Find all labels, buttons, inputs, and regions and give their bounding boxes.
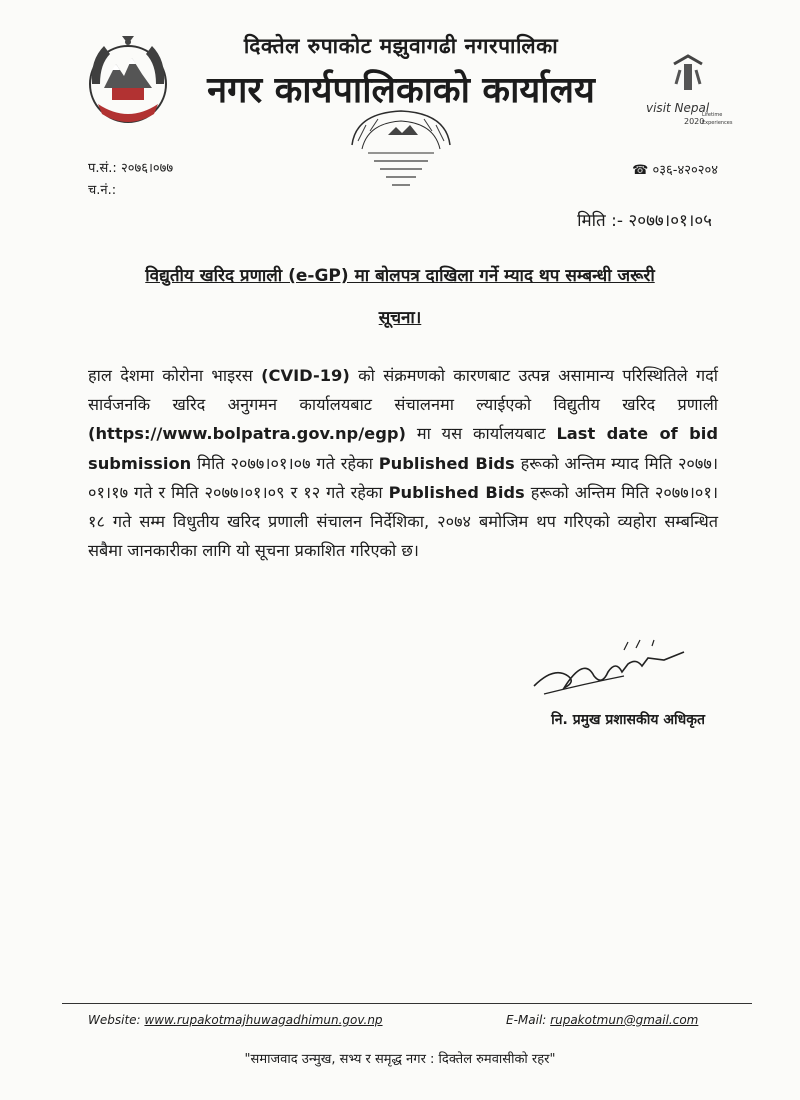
website-label: Website: [88, 1013, 141, 1027]
egp-url: (https://www.bolpatra.gov.np/egp) [88, 424, 406, 444]
svg-text:visit Nepal: visit Nepal [646, 101, 710, 115]
svg-text:Experiences: Experiences [702, 120, 733, 126]
office-title: नगर कार्यपालिकाको कार्यालय [207, 70, 595, 111]
handwritten-signature [524, 636, 694, 706]
published-bids-label: Published Bids [378, 453, 515, 473]
notice-body: हाल देशमा कोरोना भाइरस (CVID-19) को संक्रमणको कारणबाट उत्पन्न असामान्य परिस्थितिले गर्दा सार्वजनकि खरिद अनुगमन कार्यालयबाट संचालनमा ल्याईएको विद्युतीय खरिद प्रणाली (https://www.bolpatra.gov.np/egp) मा यस कार्यालयबाट Last date of bid submission मिति २०७७।०१।०७ गते रहेका Published Bids हरूको अन्तिम म्याद मिति २०७७।०१।१७ गते र मिति २०७७।०१।०९ र १२ गते रहेका Published Bids हरूको अन्तिम मिति २०७७।०१।१८ गते सम्म विधुतीय खरिद प्रणाली संचालन निर्देशिका, २०७४ बमोजिम थप गरिएको व्यहोरा सम्बन्धित सबैमा जानकारीका लागि यो सूचना प्रकाशित गरिएको छ। [88, 366, 719, 561]
municipality-name: दिक्तेल रुपाकोट मझुवागढी नगरपालिका [243, 34, 559, 58]
notice-subject-line-1: विद्युतीय खरिद प्रणाली (e-GP) मा बोलपत्र दाखिला गर्ने म्याद थप सम्बन्धी जरूरी [145, 266, 655, 286]
visit-nepal-2020-logo [644, 50, 733, 130]
email-label: E-Mail: [506, 1013, 547, 1027]
email-link[interactable]: rupakotmun@gmail.com [550, 1013, 699, 1027]
footer-website [88, 1013, 383, 1027]
signatory-title: नि. प्रमुख प्रशासकीय अधिकृत [551, 712, 705, 728]
last-date-label: Last date of bid submission [88, 424, 718, 473]
reference-number: प.सं.: २०७६।०७७ [88, 161, 174, 176]
phone-number-block [632, 160, 718, 178]
municipality-motto: "समाजवाद उन्मुख, सभ्य र समृद्ध नगर : दिक्तेल रुमवासीको रहर" [244, 1052, 556, 1067]
svg-text:Lifetime: Lifetime [702, 112, 723, 118]
notice-date: मिति :- २०७७।०१।०५ [577, 211, 712, 231]
notice-subject-line-2: सूचना। [378, 308, 422, 328]
footer-divider [62, 1003, 752, 1004]
nepal-emblem-logo [82, 30, 174, 130]
office-seal-stamp [338, 105, 464, 205]
published-bids-label: Published Bids [388, 482, 525, 502]
covid-label: (CVID-19) [261, 366, 350, 385]
footer-email [506, 1013, 698, 1027]
dispatch-number: च.नं.: [88, 183, 117, 198]
website-link[interactable]: www.rupakotmajhuwagadhimun.gov.np [144, 1013, 383, 1027]
telephone-icon: ☎ [632, 163, 649, 178]
svg-text:2020: 2020 [684, 117, 705, 126]
phone-number: ०३६-४२०२०४ [652, 163, 718, 178]
